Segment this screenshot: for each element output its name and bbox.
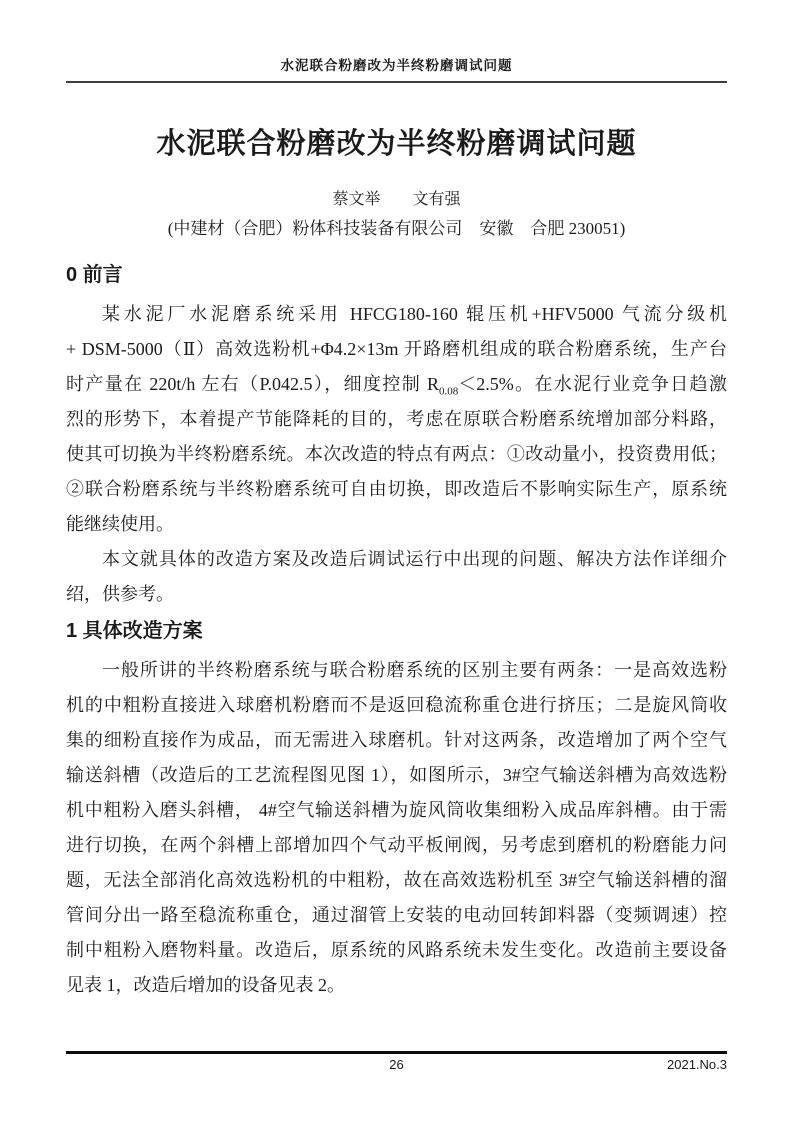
- section-heading: 1 具体改造方案: [66, 620, 203, 642]
- paragraph: [66, 653, 727, 1003]
- text-line: ②联合粉磨系统与半终粉磨系统可自由切换，即改造后不影响实际生产，原系统: [66, 479, 727, 499]
- document-section: [66, 617, 727, 1003]
- text-line: 进行切换，在两个斜槽上部增加四个气动平板闸阀，另考虑到磨机的粉磨能力问: [66, 835, 727, 855]
- paragraph: [66, 297, 727, 542]
- page-footer: [66, 1056, 727, 1073]
- text-line: 绍，供参考。: [66, 584, 174, 604]
- running-title: 水泥联合粉磨改为半终粉磨调试问题: [280, 58, 513, 73]
- paragraph: [66, 542, 727, 612]
- text-segment: ＜2.5%。在水泥行业竞争日趋激: [458, 374, 727, 394]
- text-line: 题，无法全部消化高效选粉机的中粗粉，故在高效选粉机至 3#空气输送斜槽的溜: [66, 870, 727, 890]
- issue-number: 2021.No.3: [667, 1057, 727, 1072]
- text-line: 某水泥厂水泥磨系统采用 HFCG180-160 辊压机+HFV5000 气流分级机: [102, 304, 727, 324]
- text-line: 机的中粗粉直接进入球磨机粉磨而不是返回稳流称重仓进行挤压；二是旋风筒收: [66, 695, 727, 715]
- section-heading: 0 前言: [66, 264, 123, 286]
- text-line: 使其可切换为半终粉磨系统。本次改造的特点有两点：①改动量小，投资费用低；: [66, 444, 727, 464]
- page-number: 26: [389, 1057, 404, 1072]
- text-line: 能继续使用。: [66, 514, 174, 534]
- text-line: 机中粗粉入磨头斜槽， 4#空气输送斜槽为旋风筒收集细粉入成品库斜槽。由于需: [66, 800, 727, 820]
- subscript: 0.08: [439, 385, 459, 398]
- text-line: 一般所讲的半终粉磨系统与联合粉磨系统的区别主要有两条：一是高效选粉: [102, 660, 727, 680]
- document-section: [66, 261, 727, 612]
- page-title: 水泥联合粉磨改为半终粉磨调试问题: [156, 128, 637, 160]
- document-body: [66, 261, 727, 1003]
- authors: 蔡文举 文有强: [332, 191, 461, 208]
- text-line: 本文就具体的改造方案及改造后调试运行中出现的问题、解决方法作详细介: [102, 549, 727, 569]
- text-line: + DSM-5000（Ⅱ）高效选粉机+Φ4.2×13m 开路磨机组成的联合粉磨系统，生产台: [66, 339, 727, 359]
- footer-rule: [66, 1051, 727, 1054]
- text-line: 烈的形势下，本着提产节能降耗的目的，考虑在原联合粉磨系统增加部分料路，: [66, 409, 727, 429]
- text-line: 制中粗粉入磨物料量。改造后，原系统的风路系统未发生变化。改造前主要设备: [66, 940, 727, 960]
- text-line: [66, 367, 727, 402]
- text-line: 输送斜槽（改造后的工艺流程图见图 1），如图所示，3#空气输送斜槽为高效选粉: [66, 765, 727, 785]
- text-line: 见表 1，改造后增加的设备见表 2。: [66, 975, 345, 995]
- running-header: [66, 0, 727, 83]
- text-line: 管间分出一路至稳流称重仓，通过溜管上安装的电动回转卸料器（变频调速）控: [66, 905, 727, 925]
- text-line: 集的细粉直接作为成品，而无需进入球磨机。针对这两条，改造增加了两个空气: [66, 730, 727, 750]
- affiliation: (中建材（合肥）粉体科技装备有限公司 安徽 合肥 230051): [167, 219, 626, 238]
- text-segment: 时产量在 220t/h 左右（P.042.5），细度控制 R: [66, 374, 440, 394]
